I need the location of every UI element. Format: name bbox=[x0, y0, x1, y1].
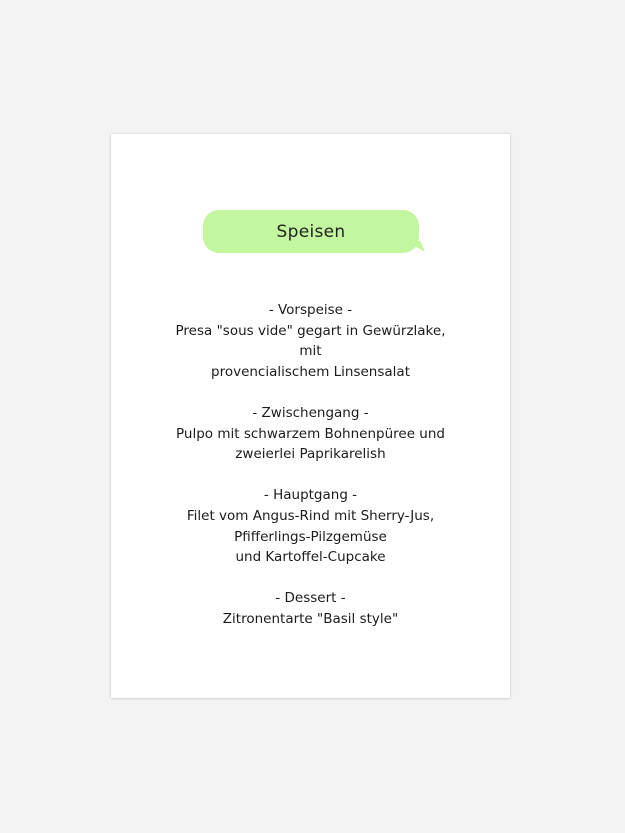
course-line: Pfifferlings-Pilzgemüse bbox=[234, 528, 387, 545]
course-line: Presa "sous vide" gegart in Gewürzlake, bbox=[175, 322, 446, 339]
course-line: zweierlei Paprikarelish bbox=[235, 446, 386, 463]
speech-bubble-heading bbox=[203, 210, 419, 253]
course-dessert bbox=[111, 588, 510, 629]
course-label: - Dessert - bbox=[275, 590, 346, 607]
course-line: Pulpo mit schwarzem Bohnenpüree und bbox=[176, 425, 445, 442]
speech-bubble-tail-icon bbox=[411, 241, 425, 256]
course-line: Zitronentarte "Basil style" bbox=[222, 610, 399, 627]
course-hauptgang bbox=[111, 485, 510, 567]
menu-courses bbox=[111, 300, 510, 630]
menu-card bbox=[111, 134, 510, 698]
course-label: - Hauptgang - bbox=[263, 487, 358, 504]
course-label: - Vorspeise - bbox=[268, 302, 353, 318]
course-line: und Kartoffel-Cupcake bbox=[235, 549, 386, 566]
course-line: Filet vom Angus-Rind mit Sherry-Jus, bbox=[186, 507, 435, 524]
course-zwischengang bbox=[111, 403, 510, 465]
menu-heading: Speisen bbox=[276, 221, 346, 242]
course-vorspeise bbox=[111, 300, 510, 382]
course-label: - Zwischengang - bbox=[252, 404, 369, 421]
course-line: mit bbox=[299, 343, 322, 360]
course-line: provencialischem Linsensalat bbox=[211, 363, 410, 380]
